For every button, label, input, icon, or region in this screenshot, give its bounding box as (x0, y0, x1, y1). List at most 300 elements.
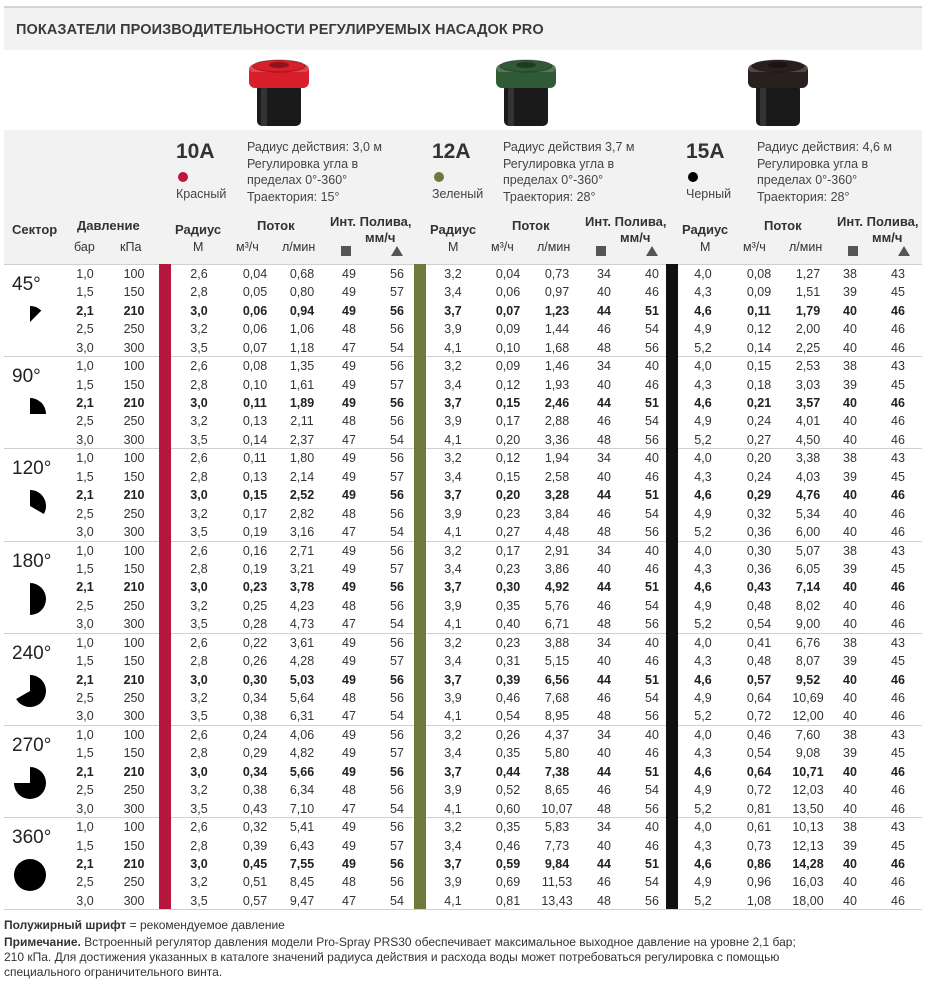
n15-precip-square: 40 (843, 598, 857, 613)
nozzle-12A-name: 12A (432, 140, 471, 163)
table-row (0, 892, 928, 910)
n15-flow-lmin: 8,02 (795, 598, 821, 613)
n12-precip-triangle: 51 (645, 488, 659, 503)
n10-precip-triangle: 56 (390, 267, 404, 281)
n10-precip-square: 49 (342, 488, 356, 503)
n15-flow-lmin: 13,50 (792, 801, 824, 816)
table-row (0, 486, 928, 504)
n12-precip-square: 44 (597, 764, 611, 779)
table-row (0, 652, 928, 670)
n10-precip-square: 49 (342, 469, 356, 484)
n15-flow-m3h: 0,43 (746, 580, 772, 595)
table-row (0, 634, 928, 652)
table-row (0, 689, 928, 707)
n10-radius: 2,8 (190, 285, 208, 300)
n10-radius: 2,6 (190, 359, 208, 374)
pressure-kpa: 250 (123, 598, 145, 613)
legend-bold-text: = рекомендуемое давление (126, 918, 285, 932)
n15-precip-square: 38 (843, 267, 857, 281)
n15-precip-triangle: 46 (891, 857, 905, 871)
n15-flow-m3h: 0,57 (746, 672, 772, 687)
n15-radius: 4,0 (694, 267, 712, 281)
n15-flow-m3h: 0,41 (746, 635, 772, 650)
n12-flow-lmin: 1,94 (544, 451, 570, 466)
n15-flow-m3h: 0,81 (746, 801, 772, 816)
n10-precip-square: 49 (342, 635, 356, 650)
n10-precip-triangle: 56 (390, 598, 404, 613)
n12-precip-triangle: 54 (645, 598, 659, 613)
n12-precip-triangle: 46 (645, 838, 659, 853)
n12-precip-square: 40 (597, 285, 611, 300)
table-row (0, 394, 928, 412)
n15-precip-square: 38 (843, 820, 857, 835)
n10-flow-lmin: 3,78 (289, 580, 315, 595)
n12-flow-m3h: 0,20 (495, 432, 521, 447)
n12-flow-lmin: 2,88 (544, 414, 570, 429)
n15-precip-square: 39 (843, 377, 857, 392)
n10-radius: 2,6 (190, 635, 208, 650)
n10-flow-m3h: 0,11 (243, 451, 267, 466)
n12-flow-m3h: 0,15 (495, 396, 521, 410)
n10-radius: 2,8 (190, 838, 208, 853)
n10-flow-lmin: 1,06 (289, 322, 315, 337)
pressure-bar: 2,1 (76, 488, 94, 503)
pressure-kpa: 210 (123, 488, 145, 503)
n12-flow-m3h: 0,27 (495, 525, 521, 539)
pressure-kpa: 250 (123, 783, 145, 798)
n15-precip-triangle: 46 (891, 340, 905, 355)
n15-precip-triangle: 43 (891, 451, 905, 466)
n10-precip-triangle: 56 (390, 635, 404, 650)
pressure-bar: 2,1 (76, 857, 94, 871)
table-row (0, 837, 928, 855)
n10-precip-square: 49 (342, 267, 356, 281)
n12-precip-triangle: 56 (645, 893, 659, 908)
nozzle-15A-desc-line: Радиус действия: 4,6 м (757, 140, 892, 154)
nozzle-12A-desc-line: Регулировка угла в (503, 156, 615, 171)
nozzle-12A-color-dot (434, 172, 444, 182)
n10-precip-square: 48 (342, 322, 356, 337)
n15-flow-m3h: 0,15 (746, 359, 772, 374)
n10-precip-triangle: 54 (390, 340, 404, 355)
n12-precip-triangle: 54 (645, 783, 659, 798)
pressure-bar: 1,5 (76, 285, 94, 300)
n12-flow-lmin: 5,83 (544, 820, 570, 835)
n12-flow-lmin: 2,46 (544, 396, 570, 410)
n15-precip-square: 38 (843, 359, 857, 374)
n15-flow-lmin: 12,03 (792, 783, 824, 798)
pressure-bar: 1,5 (76, 469, 94, 484)
note-line-3: специального ограничительного винта. (4, 965, 223, 979)
n15-flow-m3h: 0,54 (746, 746, 772, 761)
n15-flow-m3h: 0,73 (746, 838, 772, 853)
pressure-kpa: 150 (123, 838, 145, 853)
n15-flow-lmin: 8,07 (795, 654, 821, 669)
n10-precip-square: 49 (342, 746, 356, 761)
n15-flow-m3h: 0,48 (746, 654, 772, 669)
n12-precip-triangle: 46 (645, 377, 659, 392)
n12-flow-m3h: 0,06 (495, 285, 521, 300)
pressure-bar: 2,5 (76, 875, 94, 890)
n15-flow-m3h: 0,96 (746, 875, 772, 890)
n15-flow-lmin: 1,51 (795, 285, 821, 300)
n12-precip-square: 48 (597, 340, 611, 355)
square-spacing-icon (596, 246, 606, 256)
n15-flow-m3h: 0,32 (746, 506, 772, 521)
n15-radius: 4,9 (694, 322, 712, 337)
pressure-bar: 3,0 (76, 893, 94, 908)
n15-precip-square: 39 (843, 838, 857, 853)
pressure-kpa: 150 (123, 654, 145, 669)
n15-flow-lmin: 2,00 (795, 322, 821, 337)
n15-radius: 4,9 (694, 783, 712, 798)
n12-radius: 3,7 (444, 396, 462, 410)
pressure-bar: 1,5 (76, 377, 94, 392)
n12-precip-square: 44 (597, 672, 611, 687)
n15-flow-lmin: 9,00 (795, 617, 821, 632)
n15-radius: 4,6 (694, 764, 712, 779)
n12-flow-lmin: 0,97 (544, 285, 570, 300)
header-flow-m3h: м³/ч (743, 240, 766, 254)
n15-precip-triangle: 45 (891, 469, 905, 484)
n10-precip-square: 48 (342, 506, 356, 521)
n12-precip-triangle: 54 (645, 414, 659, 429)
n10-flow-m3h: 0,57 (242, 893, 268, 908)
pressure-kpa: 300 (123, 340, 145, 355)
nozzle-color-stripe (159, 264, 171, 909)
n12-flow-lmin: 3,36 (544, 432, 570, 447)
n15-radius: 4,3 (694, 562, 712, 576)
n10-precip-triangle: 54 (390, 709, 404, 724)
n10-precip-square: 49 (342, 838, 356, 853)
n15-flow-lmin: 4,76 (795, 488, 821, 503)
n15-precip-triangle: 46 (891, 580, 905, 595)
n12-precip-square: 48 (597, 617, 611, 632)
header-radius-unit: М (193, 240, 204, 254)
n12-flow-m3h: 0,52 (495, 783, 521, 798)
header-precip-unit: мм/ч (872, 230, 903, 245)
n10-precip-square: 48 (342, 414, 356, 429)
n10-precip-square: 49 (342, 285, 356, 300)
pressure-kpa: 250 (123, 506, 145, 521)
n12-flow-lmin: 1,46 (544, 359, 570, 374)
n12-precip-square: 48 (597, 893, 611, 908)
n15-flow-lmin: 7,60 (795, 728, 821, 742)
n15-precip-triangle: 46 (891, 396, 905, 410)
n12-flow-m3h: 0,44 (495, 764, 521, 779)
n12-radius: 3,7 (444, 672, 462, 687)
n12-radius: 4,1 (444, 709, 462, 724)
n10-radius: 3,5 (190, 893, 208, 908)
n12-flow-lmin: 11,53 (541, 875, 573, 890)
pressure-bar: 2,5 (76, 691, 94, 705)
square-spacing-icon (848, 246, 858, 256)
pressure-bar: 2,5 (76, 414, 94, 429)
title-bar (4, 6, 922, 50)
n10-flow-lmin: 3,61 (289, 635, 315, 650)
n12-precip-triangle: 51 (645, 580, 659, 595)
n10-flow-m3h: 0,38 (242, 783, 268, 798)
n12-flow-lmin: 9,84 (544, 857, 570, 871)
n12-flow-lmin: 5,76 (544, 598, 570, 613)
nozzle-15A-color-dot (688, 172, 698, 182)
n10-precip-triangle: 57 (390, 562, 404, 576)
n15-flow-m3h: 0,29 (746, 488, 772, 503)
pressure-kpa: 210 (123, 303, 145, 318)
nozzle-12A-desc-line: Радиус действия 3,7 м (503, 140, 635, 154)
n15-radius: 5,2 (694, 709, 712, 724)
n10-radius: 3,5 (190, 801, 208, 816)
table-row (0, 818, 928, 836)
n12-flow-lmin: 4,92 (544, 580, 570, 595)
n10-radius: 2,6 (190, 267, 208, 281)
n10-flow-lmin: 5,41 (289, 820, 315, 835)
table-row (0, 763, 928, 781)
table-row (0, 744, 928, 762)
sector-label: 180° (12, 550, 52, 572)
n15-precip-square: 40 (843, 801, 857, 816)
n10-precip-square: 47 (342, 432, 356, 447)
table-row (0, 597, 928, 615)
n10-flow-lmin: 3,16 (289, 525, 315, 539)
table-row (0, 542, 928, 560)
n10-flow-m3h: 0,05 (242, 285, 268, 300)
pressure-bar: 1,0 (76, 728, 94, 742)
pressure-kpa: 210 (123, 396, 145, 410)
n12-flow-lmin: 2,91 (544, 543, 570, 558)
n15-radius: 4,0 (694, 820, 712, 835)
n15-precip-square: 40 (843, 691, 857, 705)
table-row (0, 449, 928, 467)
n10-flow-lmin: 8,45 (289, 875, 315, 890)
table-row (0, 505, 928, 523)
square-spacing-icon (341, 246, 351, 256)
n15-radius: 4,6 (694, 580, 712, 595)
header-flow: Поток (764, 218, 802, 233)
pressure-kpa: 250 (123, 322, 145, 337)
n10-precip-square: 47 (342, 893, 356, 908)
n10-precip-square: 48 (342, 783, 356, 798)
n15-flow-lmin: 4,01 (795, 414, 821, 429)
pressure-kpa: 150 (123, 469, 145, 484)
n12-flow-lmin: 3,84 (544, 506, 570, 521)
n12-precip-square: 34 (597, 543, 611, 558)
n12-flow-lmin: 4,48 (544, 525, 570, 539)
n12-flow-m3h: 0,81 (495, 893, 521, 908)
n12-radius: 4,1 (444, 801, 462, 816)
n10-flow-lmin: 1,18 (289, 340, 315, 355)
n15-flow-lmin: 14,28 (792, 857, 824, 871)
n10-precip-triangle: 56 (390, 857, 404, 871)
n10-radius: 3,2 (190, 691, 208, 705)
n12-precip-square: 34 (597, 728, 611, 742)
n10-radius: 2,8 (190, 562, 208, 576)
n15-radius: 4,3 (694, 838, 712, 853)
sector-label: 120° (12, 458, 52, 480)
table-row (0, 707, 928, 725)
n12-radius: 3,4 (444, 285, 462, 300)
n15-precip-square: 40 (843, 414, 857, 429)
n15-flow-m3h: 0,24 (746, 469, 772, 484)
n15-radius: 5,2 (694, 432, 712, 447)
header-flow-m3h: м³/ч (236, 240, 259, 254)
n15-precip-triangle: 43 (891, 267, 905, 281)
n15-precip-triangle: 46 (891, 691, 905, 705)
n15-precip-triangle: 46 (891, 801, 905, 816)
table-row (0, 339, 928, 357)
n12-flow-lmin: 6,56 (544, 672, 570, 687)
header-radius-unit: М (700, 240, 711, 254)
n10-flow-m3h: 0,26 (242, 654, 268, 669)
header-sector: Сектор (12, 222, 58, 237)
n12-precip-triangle: 46 (645, 654, 659, 669)
n10-precip-square: 47 (342, 801, 356, 816)
n15-flow-m3h: 0,36 (746, 525, 772, 539)
n10-precip-square: 49 (342, 377, 356, 392)
n10-flow-m3h: 0,04 (242, 267, 268, 281)
n12-flow-m3h: 0,12 (495, 377, 521, 392)
n15-flow-lmin: 12,00 (792, 709, 824, 724)
n10-flow-m3h: 0,34 (242, 691, 268, 705)
n12-precip-triangle: 54 (645, 691, 659, 705)
n12-flow-m3h: 0,09 (495, 322, 521, 337)
n10-radius: 2,6 (190, 543, 208, 558)
pressure-bar: 1,0 (76, 359, 94, 374)
n10-precip-square: 49 (342, 672, 356, 687)
n12-radius: 4,1 (444, 617, 462, 632)
n10-flow-m3h: 0,06 (242, 303, 268, 318)
n12-radius: 3,9 (444, 691, 462, 705)
table-row (0, 357, 928, 375)
n15-precip-square: 38 (843, 451, 857, 466)
table-row (0, 781, 928, 799)
n15-flow-m3h: 1,08 (746, 893, 772, 908)
header-flow-lmin: л/мин (537, 240, 571, 254)
n10-flow-m3h: 0,25 (242, 598, 268, 613)
n10-radius: 2,6 (190, 451, 208, 466)
n12-precip-triangle: 54 (645, 506, 659, 521)
pressure-bar: 1,5 (76, 838, 94, 853)
n12-flow-m3h: 0,46 (495, 691, 521, 705)
pressure-kpa: 210 (123, 764, 145, 779)
header-precip: Инт. Полива, (330, 214, 412, 229)
pressure-kpa: 100 (123, 820, 145, 835)
n12-flow-m3h: 0,04 (495, 267, 521, 281)
n10-precip-triangle: 56 (390, 543, 404, 558)
n12-radius: 4,1 (444, 893, 462, 908)
n15-precip-triangle: 46 (891, 893, 905, 908)
n15-flow-m3h: 0,72 (746, 709, 772, 724)
n12-flow-lmin: 0,73 (544, 267, 570, 281)
n10-precip-square: 47 (342, 340, 356, 355)
n12-precip-triangle: 46 (645, 746, 659, 761)
n15-precip-square: 40 (843, 709, 857, 724)
n12-flow-m3h: 0,09 (495, 359, 521, 374)
pressure-bar: 2,1 (76, 396, 94, 410)
n10-flow-m3h: 0,13 (242, 414, 268, 429)
n12-radius: 3,4 (444, 838, 462, 853)
n15-precip-triangle: 45 (891, 654, 905, 669)
n15-precip-triangle: 46 (891, 506, 905, 521)
nozzle-12A-desc-line: Траектория: 28° (503, 189, 596, 204)
n12-flow-m3h: 0,31 (495, 654, 521, 669)
n12-precip-triangle: 46 (645, 285, 659, 300)
pressure-bar: 3,0 (76, 432, 94, 447)
n12-precip-square: 48 (597, 525, 611, 539)
pressure-bar: 2,5 (76, 322, 94, 337)
n12-flow-m3h: 0,15 (495, 469, 521, 484)
n10-radius: 2,8 (190, 654, 208, 669)
n12-radius: 3,9 (444, 875, 462, 890)
table-row (0, 560, 928, 578)
n10-precip-triangle: 56 (390, 451, 404, 466)
pressure-bar: 1,0 (76, 267, 94, 281)
n12-flow-lmin: 3,86 (544, 562, 570, 576)
n10-precip-triangle: 56 (390, 506, 404, 521)
page-title: ПОКАЗАТЕЛИ ПРОИЗВОДИТЕЛЬНОСТИ РЕГУЛИРУЕМЫХ НАСАДОК PRO (16, 22, 544, 38)
n10-flow-lmin: 2,37 (289, 432, 315, 447)
n10-radius: 3,0 (190, 764, 208, 779)
header-pressure: Давление (77, 218, 140, 233)
n12-flow-m3h: 0,60 (495, 801, 521, 816)
pressure-kpa: 100 (123, 728, 145, 742)
nozzle-color-stripe (666, 264, 678, 909)
n15-flow-m3h: 0,09 (746, 285, 772, 300)
n10-flow-m3h: 0,06 (242, 322, 268, 337)
n10-flow-lmin: 4,06 (289, 728, 315, 742)
n12-precip-square: 44 (597, 580, 611, 595)
n15-precip-square: 40 (843, 783, 857, 798)
nozzle-15A-desc-line: пределах 0°-360° (757, 173, 858, 187)
n15-radius: 4,3 (694, 654, 712, 669)
header-radius: Радиус (682, 222, 729, 237)
header-flow: Поток (257, 218, 295, 233)
n15-radius: 4,0 (694, 543, 712, 558)
n12-precip-triangle: 56 (645, 617, 659, 632)
pressure-kpa: 150 (123, 562, 145, 576)
n10-flow-lmin: 1,61 (289, 377, 315, 392)
n10-flow-lmin: 2,11 (290, 414, 314, 429)
n10-precip-square: 47 (342, 617, 356, 632)
sector-label: 90° (12, 366, 41, 388)
n15-flow-m3h: 0,20 (746, 451, 772, 466)
n12-flow-lmin: 1,93 (544, 377, 570, 392)
n12-radius: 3,7 (444, 488, 462, 503)
n12-radius: 3,2 (444, 820, 462, 835)
nozzle-12A-desc-line: пределах 0°-360° (503, 173, 604, 187)
n10-flow-m3h: 0,10 (242, 377, 268, 392)
n12-flow-lmin: 4,37 (544, 728, 570, 742)
n15-flow-lmin: 10,71 (792, 764, 824, 779)
pressure-kpa: 210 (123, 580, 145, 595)
n15-flow-lmin: 5,34 (795, 506, 821, 521)
n12-flow-lmin: 8,95 (544, 709, 570, 724)
n10-flow-m3h: 0,14 (242, 432, 268, 447)
n10-precip-square: 49 (342, 543, 356, 558)
n10-flow-m3h: 0,13 (242, 469, 268, 484)
n12-precip-square: 34 (597, 451, 611, 466)
n10-radius: 3,5 (190, 709, 208, 724)
n15-precip-triangle: 45 (891, 562, 905, 576)
n15-radius: 5,2 (694, 893, 712, 908)
n12-radius: 4,1 (444, 340, 462, 355)
n15-precip-triangle: 43 (891, 820, 905, 835)
n15-precip-triangle: 46 (891, 432, 905, 447)
n10-radius: 2,8 (190, 377, 208, 392)
n10-flow-lmin: 6,43 (289, 838, 315, 853)
n12-flow-m3h: 0,10 (495, 340, 521, 355)
n10-precip-square: 49 (342, 764, 356, 779)
